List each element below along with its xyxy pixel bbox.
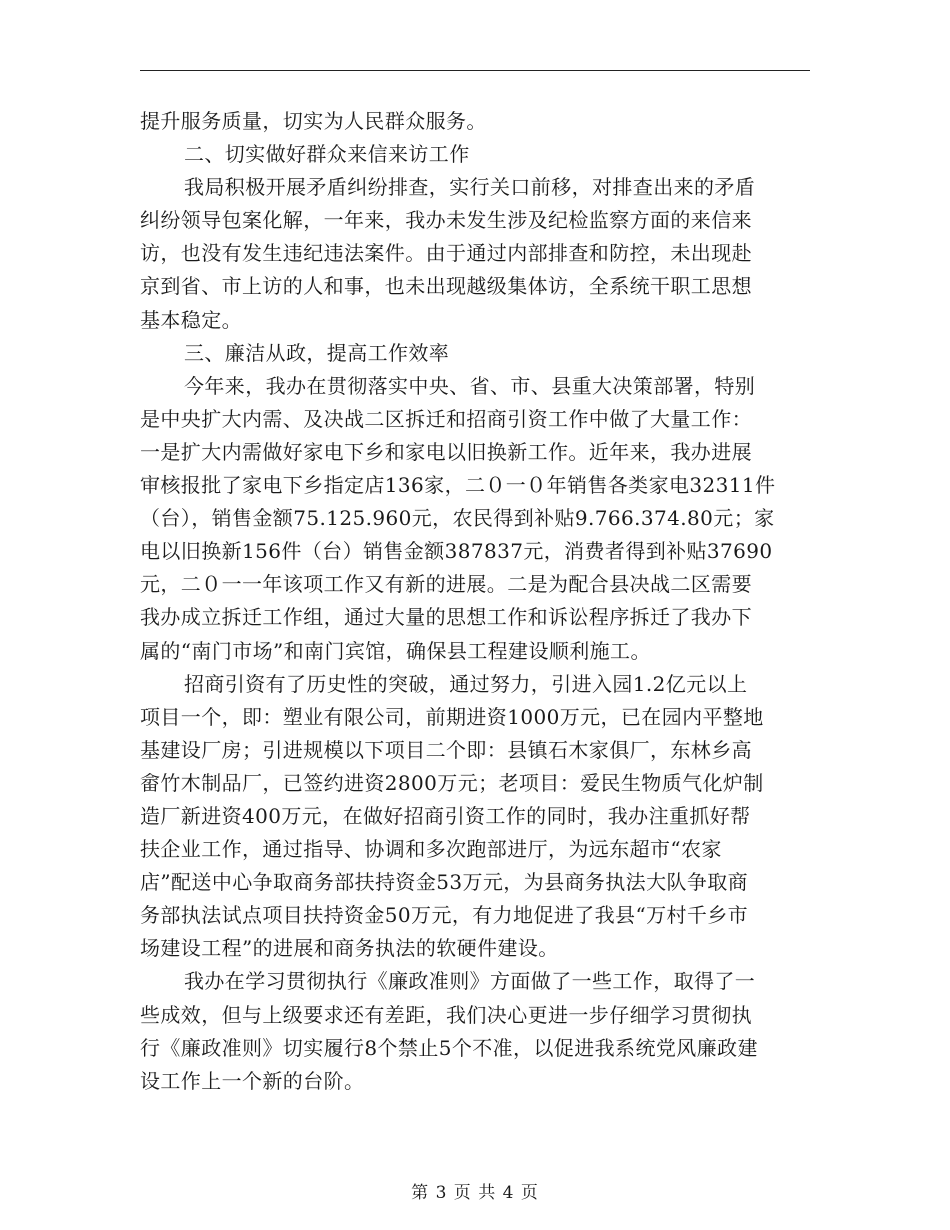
text-line: 设工作上一个新的台阶。 xyxy=(140,1068,365,1093)
text-line: 务部执法试点项目扶持资金50万元，有力地促进了我县“万村千乡市 xyxy=(140,903,749,928)
page-number: 第 3 页 共 4 页 xyxy=(411,1183,539,1203)
header-rule xyxy=(140,70,810,71)
text-line: 扶企业工作，通过指导、协调和多次跑部进厅，为远东超市“农家 xyxy=(140,837,722,862)
text-line: 属的“南门市场”和南门宾馆，确保县工程建设顺利施工。 xyxy=(140,638,651,663)
text-line: 项目一个，即：塑业有限公司，前期进资1000万元，已在园内平整地 xyxy=(140,704,764,729)
text-line: 畲竹木制品厂，已签约进资2800万元；老项目：爱民生物质气化炉制 xyxy=(140,770,764,795)
text-line: 二、切实做好群众来信来访工作 xyxy=(184,142,470,167)
text-line: 基建设厂房；引进规模以下项目二个即：县镇石木家俱厂，东林乡高 xyxy=(140,737,752,762)
text-line: 提升服务质量，切实为人民群众服务。 xyxy=(140,109,487,133)
text-line: 审核报批了家电下乡指定店136家，二０一０年销售各类家电32311件 xyxy=(140,473,776,498)
text-line: 电以旧换新156件（台）销售金额387837元，消费者得到补贴37690 xyxy=(140,539,773,564)
text-line: 京到省、市上访的人和事，也未出现越级集体访，全系统干职工思想 xyxy=(140,274,752,299)
text-line: 造厂新进资400万元，在做好招商引资工作的同时，我办注重抓好帮 xyxy=(140,803,751,828)
text-line: 今年来，我办在贯彻落实中央、省、市、县重大决策部署，特别 xyxy=(184,373,756,398)
document-body xyxy=(140,105,810,1098)
text-line: 元，二０一一年该项工作又有新的进展。二是为配合县决战二区需要 xyxy=(140,572,752,597)
text-line: 我办在学习贯彻执行《廉政准则》方面做了一些工作，取得了一 xyxy=(184,969,756,994)
text-line: 店”配送中心争取商务部扶持资金53万元，为县商务执法大队争取商 xyxy=(140,870,749,895)
text-line: 我办成立拆迁工作组，通过大量的思想工作和诉讼程序拆迁了我办下 xyxy=(140,605,752,630)
text-line: 我局积极开展矛盾纠纷排查，实行关口前移，对排查出来的矛盾 xyxy=(184,175,756,200)
text-line: 行《廉政准则》切实履行8个禁止5个不准，以促进我系统党风廉政建 xyxy=(140,1035,758,1060)
text-line: 是中央扩大内需、及决战二区拆迁和招商引资工作中做了大量工作： xyxy=(140,406,752,431)
text-line: 基本稳定。 xyxy=(140,307,242,332)
text-line: 场建设工程”的进展和商务执法的软硬件建设。 xyxy=(140,936,559,961)
text-line: 三、廉洁从政，提高工作效率 xyxy=(184,340,450,365)
text-line: 访，也没有发生违纪违法案件。由于通过内部排查和防控，未出现赴 xyxy=(140,241,752,266)
text-line: 纠纷领导包案化解，一年来，我办未发生涉及纪检监察方面的来信来 xyxy=(140,208,752,233)
text-line: 些成效，但与上级要求还有差距，我们决心更进一步仔细学习贯彻执 xyxy=(140,1002,752,1027)
text-line: （台），销售金额75.125.960元，农民得到补贴9.766.374.80元；家 xyxy=(140,506,775,531)
text-line: 招商引资有了历史性的突破，通过努力，引进入园1.2亿元以上 xyxy=(184,671,748,696)
text-line: 一是扩大内需做好家电下乡和家电以旧换新工作。近年来，我办进展 xyxy=(140,439,752,464)
